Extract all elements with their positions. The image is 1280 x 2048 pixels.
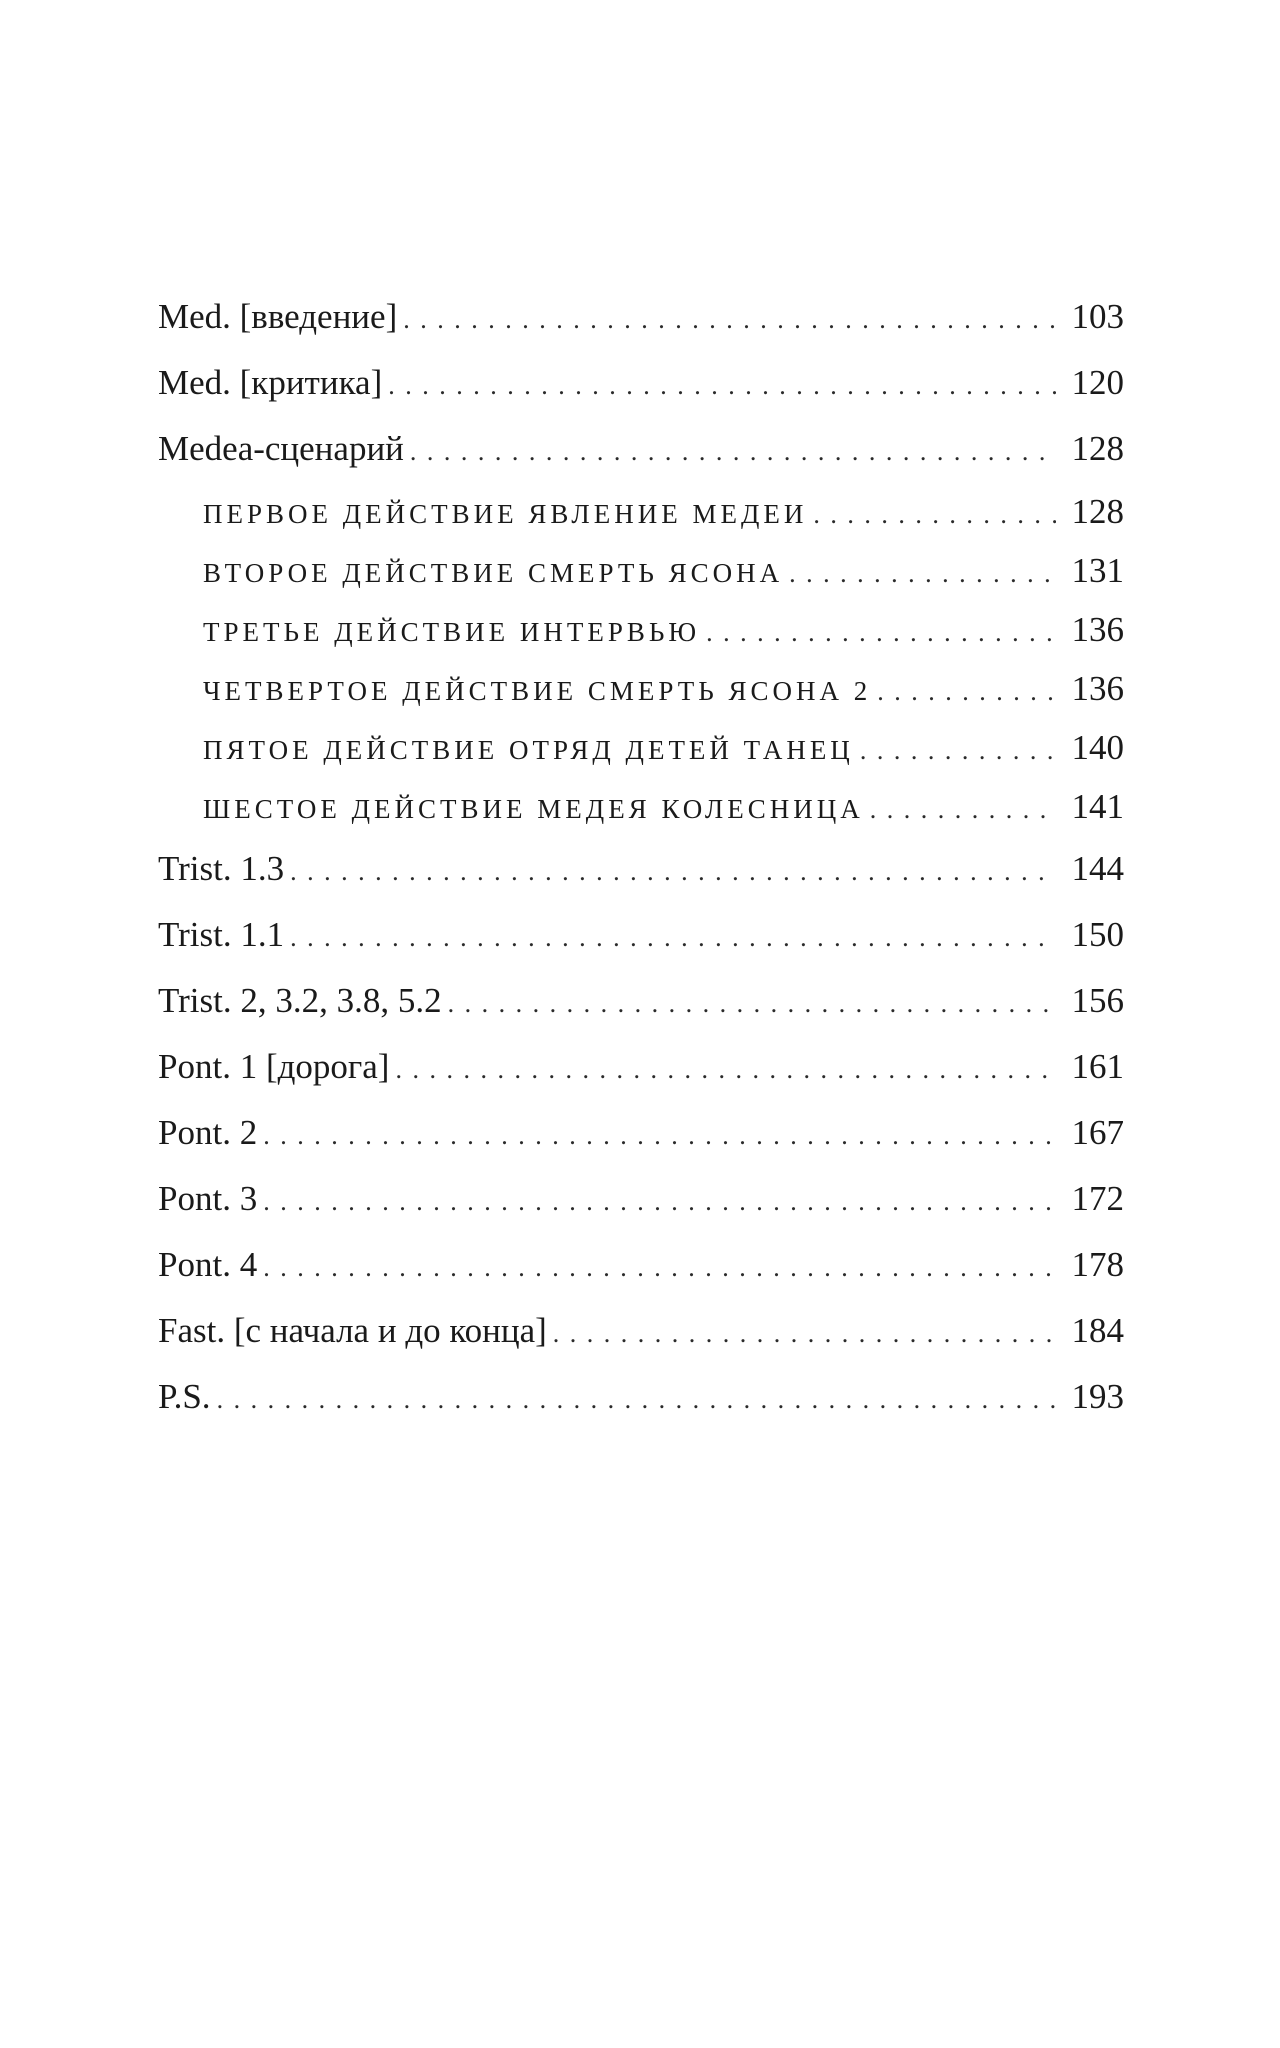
toc-subentry-page: 128 [1071,492,1124,531]
toc-subentry-page: 140 [1071,728,1124,767]
toc-entry-title: Trist. 2, 3.2, 3.8, 5.2 [158,981,442,1020]
toc-subentry-page: 136 [1071,610,1124,649]
toc-entry[interactable] [158,284,1124,350]
toc-subentry-title: ПЯТОЕ ДЕЙСТВИЕ ОТРЯД ДЕТЕЙ ТАНЕЦ [203,735,854,765]
toc-entry-page: 172 [1071,1179,1124,1218]
toc-entry-page: 150 [1071,915,1124,954]
toc-entry[interactable] [158,1298,1124,1364]
dot-leader [706,603,1056,662]
toc-entry[interactable] [158,1166,1124,1232]
toc-subentry-title: ЧЕТВЕРТОЕ ДЕЙСТВИЕ СМЕРТЬ ЯСОНА 2 [203,676,872,706]
toc-subentry-title: ТРЕТЬЕ ДЕЙСТВИЕ ИНТЕРВЬЮ [203,617,701,647]
toc-entry[interactable] [158,1034,1124,1100]
dot-leader [217,1367,1056,1433]
toc-entry-page: 128 [1071,429,1124,468]
dot-leader [403,287,1056,353]
dot-leader [870,780,1056,839]
toc-entry[interactable] [158,350,1124,416]
dot-leader [410,419,1056,485]
toc-subentry[interactable] [158,600,1124,659]
toc-entry-title: Med. [введение] [158,297,398,336]
table-of-contents [158,284,1124,1430]
dot-leader [789,544,1056,603]
toc-entry[interactable] [158,1232,1124,1298]
toc-entry[interactable] [158,968,1124,1034]
toc-entry-page: 193 [1071,1377,1124,1416]
toc-entry[interactable] [158,902,1124,968]
toc-entry-page: 156 [1071,981,1124,1020]
dot-leader [395,1037,1056,1103]
toc-entry-title: Medea-сценарий [158,429,404,468]
dot-leader [860,721,1056,780]
toc-subentry-page: 141 [1071,787,1124,826]
toc-subentry-title: ПЕРВОЕ ДЕЙСТВИЕ ЯВЛЕНИЕ МЕДЕИ [203,499,808,529]
toc-entry-page: 144 [1071,849,1124,888]
toc-entry[interactable] [158,416,1124,482]
dot-leader [448,971,1056,1037]
toc-entry-title: Pont. 3 [158,1179,258,1218]
toc-entry-title: Fast. [с начала и до конца] [158,1311,547,1350]
dot-leader [553,1301,1056,1367]
toc-entry-title: Trist. 1.3 [158,849,285,888]
toc-subentry[interactable] [158,659,1124,718]
toc-entry[interactable] [158,836,1124,902]
toc-subentry[interactable] [158,541,1124,600]
toc-entry-page: 167 [1071,1113,1124,1152]
toc-subentry-title: ШЕСТОЕ ДЕЙСТВИЕ МЕДЕЯ КОЛЕСНИЦА [203,794,864,824]
toc-subentry[interactable] [158,482,1124,541]
dot-leader [263,1235,1056,1301]
toc-subentry[interactable] [158,718,1124,777]
toc-entry-page: 161 [1071,1047,1124,1086]
toc-subentry-page: 131 [1071,551,1124,590]
toc-entry-page: 103 [1071,297,1124,336]
dot-leader [263,1103,1056,1169]
toc-entry-page: 184 [1071,1311,1124,1350]
toc-entry-title: Trist. 1.1 [158,915,285,954]
dot-leader [290,905,1056,971]
toc-entry[interactable] [158,1100,1124,1166]
toc-subentry[interactable] [158,777,1124,836]
dot-leader [263,1169,1056,1235]
toc-entry[interactable] [158,1364,1124,1430]
dot-leader [813,485,1056,544]
toc-entry-page: 120 [1071,363,1124,402]
toc-entry-title: Pont. 2 [158,1113,258,1152]
toc-entry-title: P.S. [158,1377,211,1416]
dot-leader [290,839,1056,905]
toc-subentry-page: 136 [1071,669,1124,708]
dot-leader [877,662,1056,721]
toc-entry-title: Med. [критика] [158,363,383,402]
toc-entry-title: Pont. 4 [158,1245,258,1284]
toc-subentry-title: ВТОРОЕ ДЕЙСТВИЕ СМЕРТЬ ЯСОНА [203,558,784,588]
dot-leader [388,353,1056,419]
toc-entry-page: 178 [1071,1245,1124,1284]
toc-entry-title: Pont. 1 [дорога] [158,1047,390,1086]
